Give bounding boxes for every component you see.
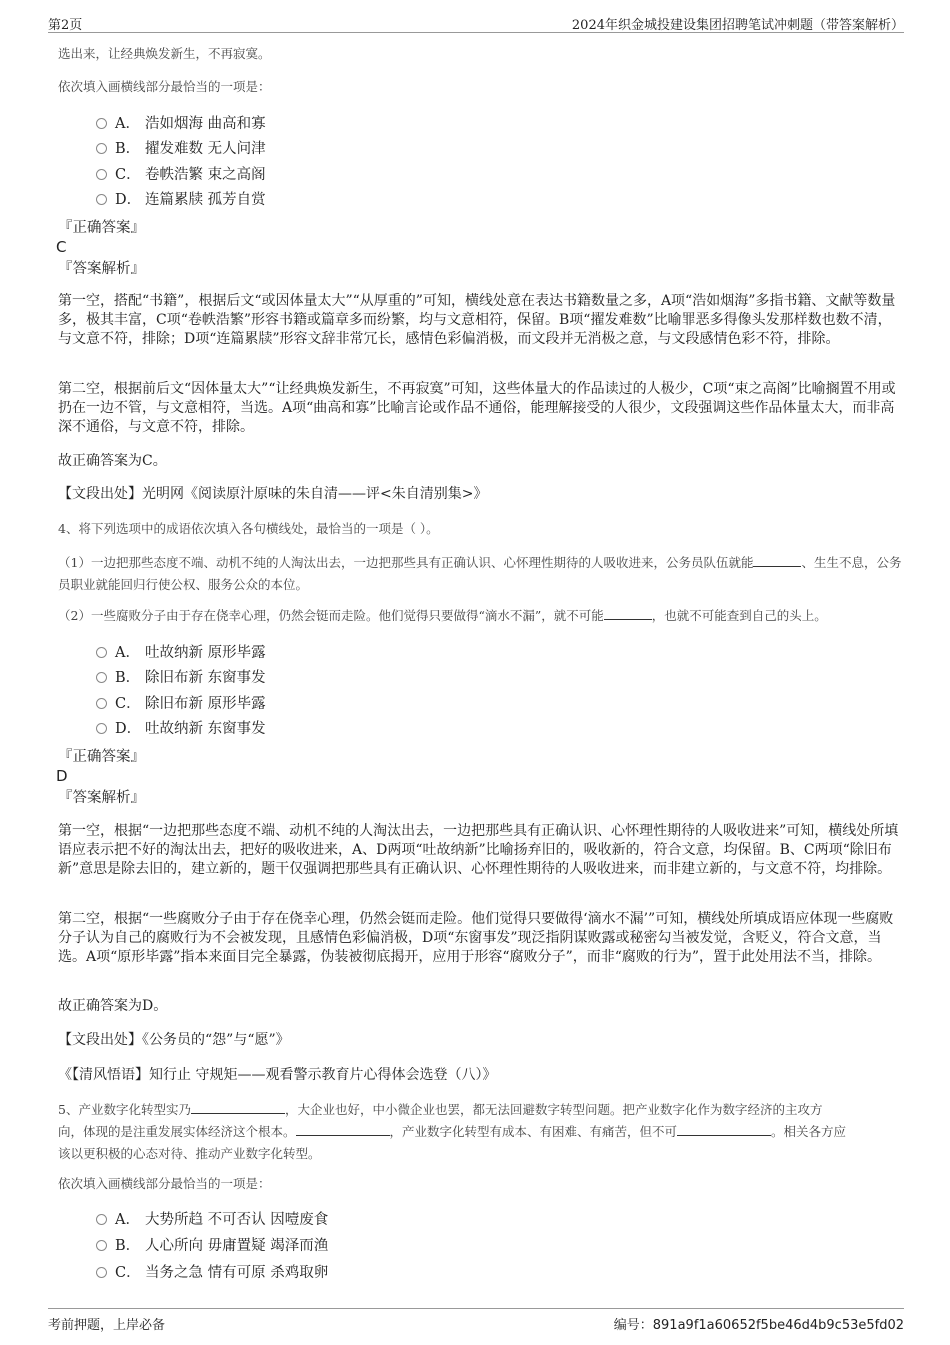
q3-analysis-label: 『答案解析』 bbox=[58, 261, 145, 277]
q4-analysis-label: 『答案解析』 bbox=[58, 790, 145, 806]
q5-option-a[interactable]: A． 大势所趋 不可否认 因噎废食 bbox=[96, 1209, 328, 1231]
radio-icon[interactable] bbox=[96, 1240, 107, 1251]
q4-sentence-1: （1）一边把那些态度不端、动机不纯的人淘汰出去，一边把那些具有正确认识、心怀理性期待的人吸收进来，公务员队伍就能 、生生不息，公务员职业就能回归行使公权、服务公众的本位。 bbox=[58, 555, 902, 592]
radio-icon[interactable] bbox=[96, 723, 107, 734]
footer-slogan: 考前押题，上岸必备 bbox=[48, 1318, 166, 1333]
q3-source: 【文段出处】光明网《阅读原汁原味的朱自清——评<朱自清别集>》 bbox=[58, 486, 488, 502]
page-number: 第2页 bbox=[48, 18, 83, 33]
radio-icon[interactable] bbox=[96, 672, 107, 683]
radio-icon[interactable] bbox=[96, 143, 107, 154]
q4-answer: D bbox=[56, 767, 68, 785]
q3-option-b[interactable]: B． 擢发难数 无人问津 bbox=[96, 138, 266, 160]
q4-option-a[interactable]: A． 吐故纳新 原形毕露 bbox=[96, 642, 266, 664]
document-code: 编号：891a9f1a60652f5be46d4b9c53e5fd02 bbox=[613, 1318, 904, 1333]
page-header bbox=[48, 12, 904, 33]
q3-tail: 选出来，让经典焕发新生，不再寂寞。 bbox=[58, 46, 271, 61]
related-article-link[interactable]: 《【清风悟语】知行止 守规矩——观看警示教育片心得体会选登（八）》 bbox=[58, 1067, 497, 1083]
radio-icon[interactable] bbox=[96, 1267, 107, 1278]
radio-icon[interactable] bbox=[96, 118, 107, 129]
radio-icon[interactable] bbox=[96, 194, 107, 205]
q3-option-d[interactable]: D． 连篇累牍 孤芳自赏 bbox=[96, 189, 266, 211]
radio-icon[interactable] bbox=[96, 169, 107, 180]
q4-stem: 4、将下列选项中的成语依次填入各句横线处，最恰当的一项是（ ）。 bbox=[58, 521, 439, 536]
q3-answer-label: 『正确答案』 bbox=[58, 220, 145, 236]
blank-line bbox=[677, 1122, 771, 1136]
document-title: 2024年织金城投建设集团招聘笔试冲刺题（带答案解析） bbox=[571, 18, 904, 33]
q3-option-c[interactable]: C． 卷帙浩繁 束之高阁 bbox=[96, 164, 266, 186]
q3-analysis-p2: 第二空，根据前后文“因体量太大”“让经典焕发新生，不再寂寞”可知，这些体量大的作品读过的人极少，C项“束之高阁”比喻搁置不用或扔在一边不管，与文意相符，当选。A项“曲高和寡”比喻言论或作品不通俗，能理解接受的人很少，文段强调这些作品体量太大，而非高深不通俗，与文意不符，排除。 bbox=[58, 381, 896, 435]
q4-option-c[interactable]: C． 除旧布新 原形毕露 bbox=[96, 693, 266, 715]
radio-icon[interactable] bbox=[96, 1214, 107, 1225]
q3-answer: C bbox=[56, 238, 67, 256]
q5-option-c[interactable]: C． 当务之急 情有可原 杀鸡取卵 bbox=[96, 1262, 328, 1284]
q3-prompt: 依次填入画横线部分最恰当的一项是： bbox=[58, 79, 271, 94]
q4-option-d[interactable]: D． 吐故纳新 东窗事发 bbox=[96, 718, 266, 740]
radio-icon[interactable] bbox=[96, 698, 107, 709]
q4-sentence-2: （2）一些腐败分子由于存在侥幸心理，仍然会铤而走险。他们觉得只要做得“滴水不漏”，就不可能 ，也就不可能查到自己的头上。 bbox=[58, 608, 827, 623]
blank-line bbox=[191, 1100, 285, 1114]
blank-line bbox=[296, 1122, 390, 1136]
q4-option-b[interactable]: B． 除旧布新 东窗事发 bbox=[96, 667, 266, 689]
q5-prompt: 依次填入画横线部分最恰当的一项是： bbox=[58, 1176, 271, 1191]
page-footer bbox=[48, 1308, 904, 1331]
q4-answer-label: 『正确答案』 bbox=[58, 749, 145, 765]
blank-line bbox=[753, 553, 801, 567]
q3-option-a[interactable]: A． 浩如烟海 曲高和寡 bbox=[96, 113, 266, 135]
q3-conclusion: 故正确答案为C。 bbox=[58, 453, 167, 469]
blank-line bbox=[604, 606, 652, 620]
q5-option-b[interactable]: B． 人心所向 毋庸置疑 竭泽而渔 bbox=[96, 1235, 328, 1257]
q3-analysis-p1: 第一空，搭配“书籍”，根据后文“或因体量太大”“从厚重的”可知，横线处意在表达书籍数量之多，A项“浩如烟海”多指书籍、文献等数量多，极其丰富，C项“卷帙浩繁”形容书籍或篇章多而纷繁，均与文意相符，保留。B项“擢发难数”比喻罪恶多得像头发那样数也数不清，与文意不符，排除；D项“连篇累牍”形容文辞非常冗长，感情色彩偏消极，而文段并无消极之意，与文段感情色彩不符，排除。 bbox=[58, 293, 896, 347]
q4-source: 【文段出处】《公务员的“怨”与“愿”》 bbox=[58, 1032, 290, 1048]
radio-icon[interactable] bbox=[96, 647, 107, 658]
q5-stem: 5、产业数字化转型实乃 ，大企业也好，中小微企业也罢，都无法回避数字转型问题。把产业数字化作为数字经济的主攻方 向，体现的是注重发展实体经济这个根本。 ，产业数字化转型有成本、有困难、有痛苦，但不可 。相关各方应 该以更积极的心态对待、推动产业数字化转型。 bbox=[58, 1102, 847, 1161]
q4-analysis-p2: 第二空，根据“一些腐败分子由于存在侥幸心理，仍然会铤而走险。他们觉得只要做得‘滴水不漏’”可知，横线处所填成语应体现一些腐败分子认为自己的腐败行为不会被发现，且感情色彩偏消极，D项“东窗事发”现泛指阴谋败露或秘密勾当被发觉，含贬义，符合文意，当选。A项“原形毕露”指本来面目完全暴露，伪装被彻底揭开，应用于形容“腐败分子”，而非“腐败的行为”，置于此处用法不当，排除。 bbox=[58, 911, 894, 965]
q4-conclusion: 故正确答案为D。 bbox=[58, 998, 168, 1014]
q4-analysis-p1: 第一空，根据“一边把那些态度不端、动机不纯的人淘汰出去，一边把那些具有正确认识、心怀理性期待的人吸收进来”可知，横线处所填语应表示把不好的淘汰出去，把好的吸收进来，A、D两项“吐故纳新”比喻扬弃旧的，吸收新的，符合文意，均保留。B、C两项“除旧布新”意思是除去旧的，建立新的，题干仅强调把那些具有正确认识、心怀理性期待的人吸收进来，而非建立新的，与文意不符，均排除。 bbox=[58, 823, 899, 877]
